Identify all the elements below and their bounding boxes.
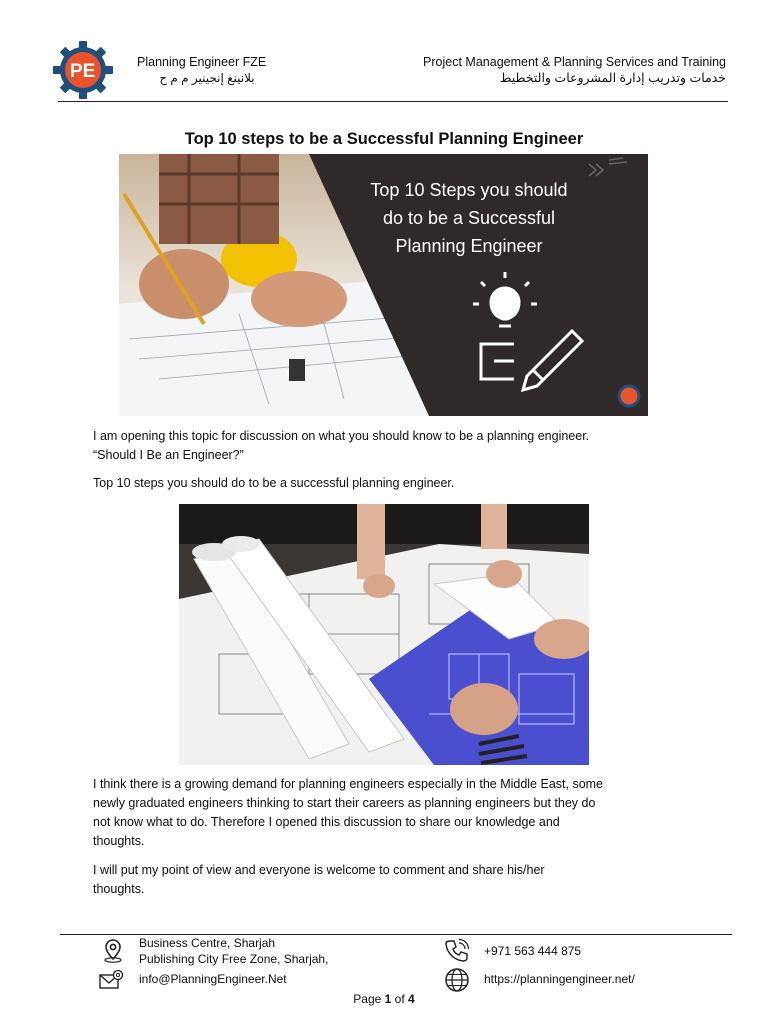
header-divider — [58, 101, 728, 102]
document-title: Top 10 steps to be a Successful Planning Engineer — [184, 130, 584, 148]
footer-address-line1: Business Centre, Sharjah — [139, 936, 276, 950]
page-total: 4 — [408, 992, 415, 1006]
footer-address — [139, 935, 328, 967]
paragraph-invite — [93, 861, 683, 899]
location-icon — [100, 938, 126, 964]
company-name-ar: بلانينغ إنجينير م م ح — [159, 71, 255, 85]
paragraph-invite-line2: thoughts. — [93, 882, 145, 896]
footer-website[interactable]: https://planningengineer.net/ — [484, 972, 635, 986]
paragraph-demand-line2: newly graduated engineers thinking to start their careers as planning engineers but they do — [93, 796, 596, 810]
services-en: Project Management & Planning Services and Training — [423, 55, 726, 69]
hero-heading-line2: do to be a Successful — [382, 208, 556, 228]
paragraph-demand — [93, 775, 683, 851]
services-ar: خدمات وتدريب إدارة المشروعات والتخطيط — [499, 71, 726, 85]
services-tagline — [423, 54, 726, 86]
paragraph-intro — [93, 427, 683, 465]
page-of: of — [394, 992, 405, 1006]
paragraph-demand-line1: I think there is a growing demand for planning engineers especially in the Middle East, some — [93, 777, 604, 791]
svg-text:PE: PE — [70, 61, 96, 82]
page-current: 1 — [384, 992, 392, 1006]
company-name — [137, 54, 277, 86]
globe-icon — [444, 967, 470, 993]
paragraph-steps: Top 10 steps you should do to be a successful planning engineer. — [93, 476, 455, 490]
company-name-en: Planning Engineer FZE — [137, 55, 267, 69]
phone-icon — [444, 938, 470, 964]
footer-email[interactable]: info@PlanningEngineer.Net — [139, 972, 287, 986]
footer-phone[interactable]: +971 563 444 875 — [484, 944, 582, 958]
blueprints-photo — [179, 504, 589, 765]
footer-address-line2: Publishing City Free Zone, Sharjah, — [139, 952, 329, 966]
page-number — [0, 992, 768, 1006]
paragraph-intro-line1: I am opening this topic for discussion on what you should know to be a planning engineer. — [93, 429, 590, 443]
paragraph-demand-line4: thoughts. — [93, 834, 145, 848]
hero-heading-line1: Top 10 Steps you should — [370, 180, 568, 200]
paragraph-intro-line2: “Should I Be an Engineer?” — [93, 448, 244, 462]
paragraph-demand-line3: not know what to do. Therefore I opened this discussion to share our knowledge and — [93, 815, 560, 829]
hero-image — [119, 154, 648, 416]
paragraph-invite-line1: I will put my point of view and everyone is welcome to comment and share his/her — [93, 863, 545, 877]
hero-heading-line3: Planning Engineer — [395, 236, 543, 256]
mail-icon — [98, 968, 124, 994]
blueprints-image — [179, 504, 589, 765]
page-prefix: Page — [353, 992, 382, 1006]
hero-heading — [364, 176, 574, 260]
page-header — [0, 0, 768, 104]
company-logo — [52, 41, 114, 99]
